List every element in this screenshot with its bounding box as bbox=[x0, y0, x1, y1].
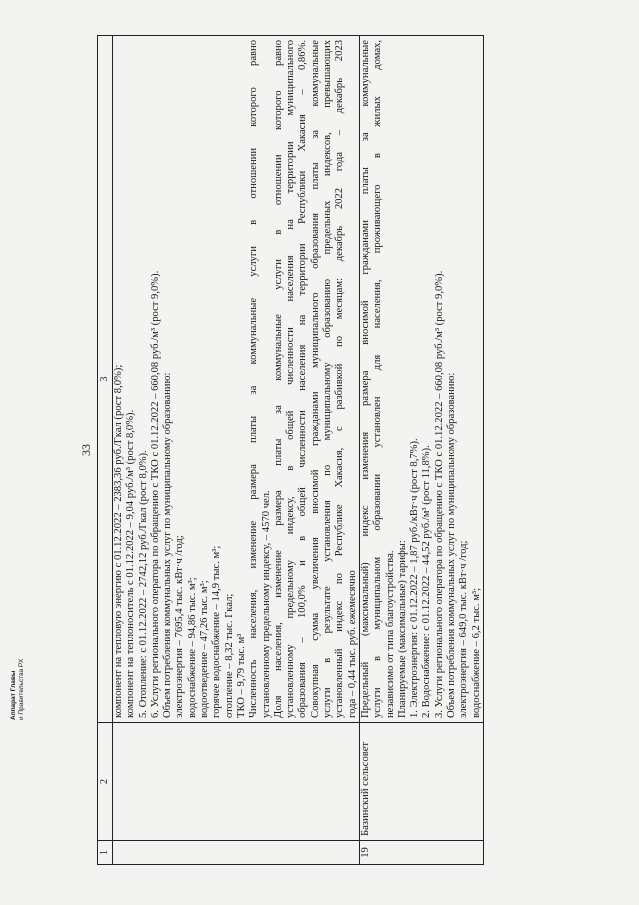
text-line: Предельный (максимальный) индекс изменения размера вносимой гражданами платы за коммунальные bbox=[359, 40, 371, 718]
text-line: установленному предельному индексу, в общей численности населения на территории муниципального bbox=[285, 40, 297, 718]
text-line: Численность населения, изменение размера платы за коммунальные услуги в отношении которого равно bbox=[248, 40, 260, 718]
header-cell: 3 bbox=[98, 36, 113, 723]
text-line: Объем потребления коммунальных услуг по муниципальному образованию: bbox=[446, 372, 458, 718]
text-line: 2. Водоснабжение: с 01.12.2022 – 44,52 руб./м³ (рост 11,8%). bbox=[421, 445, 433, 718]
data-table bbox=[97, 35, 484, 865]
text-line: услуги в муниципальном образовании установлен для населения, проживающего в жилых домах, bbox=[372, 40, 384, 718]
text-line: образования – 100,0% и в общей численности населения на территории Республики Хакасия – 0,86%. bbox=[297, 40, 309, 718]
text-line: установленному предельному индексу, – 4570 чел. bbox=[260, 490, 272, 718]
text-line: ТКО – 9,79 тыс. м³ bbox=[235, 633, 247, 718]
text-line: 5. Отопление: с 01.12.2022 – 2742,12 руб./Гкал (рост 8,0%). bbox=[137, 450, 149, 718]
text-line: водоснабжение – 94,86 тыс. м³; bbox=[186, 577, 198, 718]
municipality-name-cell: Бaзинский сельсовет bbox=[359, 723, 483, 841]
text-line: услуги в результате установления по муниципальному образованию предельных индексов, превышающих bbox=[322, 40, 334, 718]
table-row bbox=[113, 36, 360, 865]
description-cell bbox=[113, 36, 360, 723]
footer-line: и Правительства РХ bbox=[18, 658, 25, 720]
description-cell bbox=[359, 36, 483, 723]
text-line: года – 0,44 тыс. руб. ежемесячно bbox=[346, 570, 358, 718]
text-line: независимо от типа благоустройства. bbox=[384, 550, 396, 718]
row-number-cell bbox=[113, 841, 360, 865]
text-line: 1. Электроэнергия: с 01.12.2022 – 1,87 руб./кВт·ч (рост 8,7%). bbox=[409, 438, 421, 718]
header-cell: 2 bbox=[98, 723, 113, 841]
text-line: Доля населения, изменение размера платы за коммунальные услуги в отношении которого равно bbox=[272, 40, 284, 718]
text-line: электроэнергия – 7695,4 тыс. кВт·ч /год; bbox=[174, 535, 186, 718]
text-line: Совокупная сумма увеличения вносимой гражданами муниципального образования платы за коммунальные bbox=[309, 40, 321, 718]
text-line: Объем потребления коммунальных услуг по муниципальному образованию: bbox=[162, 372, 174, 718]
text-line: 3. Услуги регионального оператора по обращению с ТКО с 01.12.2022 – 660,08 руб./м³ (рост 9,0%). bbox=[433, 270, 445, 718]
municipality-name-cell bbox=[113, 723, 360, 841]
header-cell: 1 bbox=[98, 841, 113, 865]
text-line: компонент на тепловую энергию с 01.12.2022 – 2383,36 руб./Гкал (рост 8,0%); bbox=[113, 364, 124, 718]
table-header-row bbox=[98, 36, 113, 865]
page-number: 33 bbox=[79, 444, 93, 456]
text-line: установленный индекс по Республике Хакасия, с разбивкой по месяцам: декабрь 2022 года – декабрь 2023 bbox=[334, 40, 346, 718]
stamp-footer bbox=[10, 550, 46, 720]
table-row bbox=[359, 36, 483, 865]
text-line: компонент на теплоноситель с 01.12.2022 – 9,04 руб./м³ (рост 8,0%). bbox=[125, 409, 137, 718]
footer-line: Аппарат Главы bbox=[10, 670, 17, 720]
text-line: электроэнергия – 649,0 тыс. кВт·ч /год; bbox=[458, 540, 470, 718]
text-line: 6. Услуги регионального оператора по обращению с ТКО с 01.12.2022 – 660,08 руб./м³ (рост 9,0%). bbox=[149, 270, 161, 718]
text-line: горячее водоснабжение – 14,9 тыс. м³; bbox=[211, 545, 223, 718]
rotated-sheet bbox=[75, 35, 482, 865]
row-number-cell: 19 bbox=[359, 841, 483, 865]
text-line: отопление – 8,32 тыс. Гкал; bbox=[223, 593, 235, 718]
text-line: водоснабжение – 6,2 тыс. м³; bbox=[470, 587, 482, 718]
text-line: Планируемые (максимальные) тарифы: bbox=[396, 540, 408, 718]
text-line: водоотведение – 47,26 тыс. м³; bbox=[199, 580, 211, 718]
